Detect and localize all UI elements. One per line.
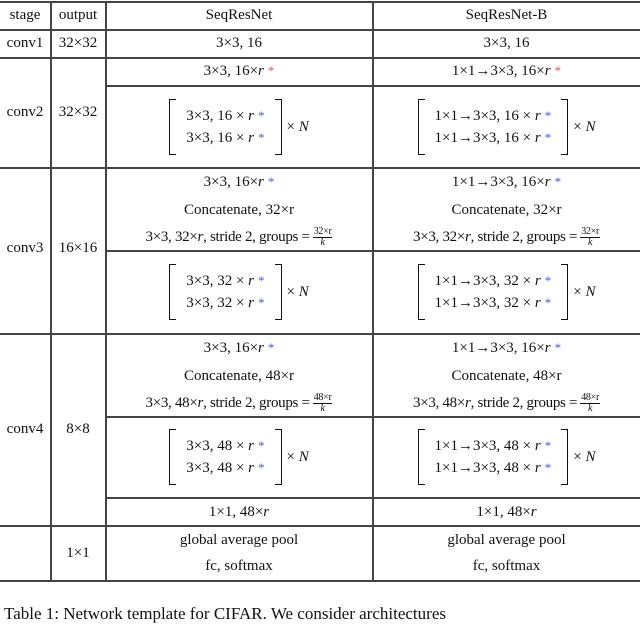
seqresnet-b-conv3-first	[373, 173, 640, 191]
layer-text: 1×1→3×3, 48 ×	[434, 438, 535, 454]
layer-text: 3×3, 32×	[413, 228, 466, 245]
seqresnet-head-pool: global average pool	[179, 532, 299, 548]
blue-asterisk-icon: *	[267, 340, 275, 355]
var-r: r	[258, 63, 264, 79]
var-n: N	[585, 283, 596, 300]
layer-text: 3×3, 32×	[145, 228, 198, 245]
groups-fraction	[580, 393, 600, 414]
var-r: r	[534, 295, 541, 311]
rule-bottom	[0, 580, 640, 582]
repeat-times: ×	[573, 283, 586, 300]
seqresnet-b-conv2-block	[373, 96, 640, 158]
output-head: 1×1	[66, 545, 90, 561]
right-bracket-icon	[275, 264, 282, 320]
seqresnet-conv3-block	[106, 260, 372, 324]
blue-asterisk-icon: *	[544, 108, 552, 123]
layer-text: 3×3, 48×	[145, 394, 198, 411]
seqresnet-conv3-concat: Concatenate, 32×r	[183, 202, 295, 218]
var-r: r	[534, 273, 541, 289]
var-r: r	[534, 130, 541, 146]
blue-asterisk-icon: *	[258, 438, 265, 453]
header-seqresnet-b: SeqResNet-B	[465, 7, 548, 23]
right-bracket-icon	[561, 429, 568, 485]
rule-conv1	[0, 57, 640, 59]
blue-asterisk-icon: *	[544, 273, 552, 288]
stage-conv2: conv2	[6, 104, 44, 120]
groups-fraction	[313, 393, 333, 414]
blue-asterisk-icon: *	[267, 174, 275, 189]
var-n: N	[298, 283, 309, 300]
blue-asterisk-icon: *	[544, 295, 552, 310]
layer-text: , stride 2, groups =	[203, 228, 310, 245]
right-bracket-icon	[561, 264, 568, 320]
repeat-times: ×	[573, 118, 586, 135]
layer-text: 1×1→3×3, 16×	[451, 63, 545, 79]
var-n: N	[585, 448, 596, 465]
seqresnet-conv4-first	[106, 339, 372, 357]
groups-fraction	[580, 227, 600, 248]
var-r: r	[530, 504, 537, 520]
left-bracket-icon	[169, 264, 176, 320]
seqresnet-conv2-first	[106, 62, 372, 80]
var-r: r	[248, 108, 255, 124]
output-conv2: 32×32	[58, 104, 98, 120]
repeat-times: ×	[286, 283, 299, 300]
layer-text: 3×3, 32 ×	[186, 273, 249, 289]
rule-conv2	[0, 167, 640, 169]
var-r: r	[248, 130, 255, 146]
blue-asterisk-icon: *	[544, 438, 552, 453]
fraction-denominator: k	[588, 403, 593, 414]
repeat-times: ×	[286, 448, 299, 465]
seqresnet-b-conv2-first	[373, 62, 640, 80]
layer-text: 3×3, 16 ×	[186, 130, 249, 146]
fraction-denominator: k	[588, 237, 593, 248]
fraction-numerator: 48×r	[581, 392, 599, 403]
blue-asterisk-icon: *	[544, 460, 552, 475]
layer-text: 3×3, 16×	[203, 63, 259, 79]
seqresnet-b-conv3-block	[373, 260, 640, 324]
vrule-stage	[50, 1, 52, 581]
layer-text: 3×3, 48×	[413, 394, 466, 411]
repeat-times: ×	[286, 118, 299, 135]
seqresnet-conv3-first	[106, 173, 372, 191]
var-r: r	[534, 108, 541, 124]
layer-text: 1×1→3×3, 48 ×	[434, 460, 535, 476]
seqresnet-conv3-transition	[106, 227, 372, 248]
layer-text: 3×3, 48 ×	[186, 438, 249, 454]
blue-asterisk-icon: *	[554, 174, 562, 189]
right-bracket-icon	[275, 429, 282, 485]
rule-conv4	[0, 525, 640, 527]
right-bracket-icon	[561, 99, 568, 155]
seqresnet-b-conv1: 3×3, 16	[483, 35, 530, 51]
fraction-denominator: k	[320, 237, 325, 248]
left-bracket-icon	[418, 99, 425, 155]
var-r: r	[534, 438, 541, 454]
seqresnet-conv1: 3×3, 16	[216, 35, 262, 51]
blue-asterisk-icon: *	[554, 340, 562, 355]
seqresnet-b-conv4-block	[373, 425, 640, 489]
var-r: r	[465, 394, 471, 411]
seqresnet-b-head-pool: global average pool	[447, 532, 566, 548]
layer-text: 1×1, 48×	[476, 504, 531, 520]
layer-text: 3×3, 48 ×	[186, 460, 249, 476]
rule-header	[0, 29, 640, 31]
var-n: N	[585, 118, 596, 135]
var-r: r	[465, 228, 471, 245]
layer-text: 1×1→3×3, 16 ×	[434, 108, 535, 124]
layer-text: 1×1→3×3, 32 ×	[434, 295, 535, 311]
seqresnet-b-conv4-concat: Concatenate, 48×r	[451, 368, 562, 384]
left-bracket-icon	[169, 429, 176, 485]
var-r: r	[534, 460, 541, 476]
layer-text: 3×3, 32 ×	[186, 295, 249, 311]
layer-text: , stride 2, groups =	[203, 394, 310, 411]
stage-conv3: conv3	[6, 240, 44, 256]
stage-conv1: conv1	[6, 35, 44, 51]
blue-asterisk-icon: *	[258, 130, 265, 145]
layer-text: 1×1→3×3, 16×	[451, 340, 545, 356]
seqresnet-conv4-concat: Concatenate, 48×r	[183, 368, 295, 384]
output-conv3: 16×16	[58, 240, 98, 256]
output-conv1: 32×32	[58, 35, 98, 51]
seqresnet-b-head-fc: fc, softmax	[472, 558, 541, 574]
var-r: r	[197, 228, 204, 245]
seqresnet-head-fc: fc, softmax	[205, 558, 273, 574]
fraction-numerator: 48×r	[313, 392, 332, 403]
seqresnet-conv2-block	[106, 96, 372, 158]
left-bracket-icon	[418, 264, 425, 320]
var-r: r	[248, 295, 255, 311]
layer-text: , stride 2, groups =	[470, 394, 578, 411]
fraction-numerator: 32×r	[313, 226, 332, 237]
red-asterisk-icon: *	[554, 63, 562, 78]
layer-text: 1×1→3×3, 16 ×	[434, 130, 535, 146]
blue-asterisk-icon: *	[258, 460, 265, 475]
layer-text: 3×3, 16×	[203, 174, 259, 190]
var-n: N	[298, 118, 309, 135]
layer-text: 1×1, 48×	[208, 504, 264, 520]
seqresnet-b-conv4-first	[373, 339, 640, 357]
red-asterisk-icon: *	[267, 63, 275, 78]
layer-text: 1×1→3×3, 32 ×	[434, 273, 535, 289]
fraction-numerator: 32×r	[581, 226, 599, 237]
seqresnet-b-conv4-transition	[373, 393, 640, 414]
var-r: r	[544, 63, 551, 79]
fraction-denominator: k	[320, 403, 325, 414]
layer-text: 3×3, 16×	[203, 340, 259, 356]
layer-text: , stride 2, groups =	[470, 228, 578, 245]
header-stage: stage	[9, 7, 41, 23]
seqresnet-conv4-block	[106, 425, 372, 489]
var-r: r	[544, 174, 551, 190]
seqresnet-conv4-final	[106, 503, 372, 521]
var-r: r	[248, 460, 255, 476]
var-r: r	[197, 394, 204, 411]
repeat-times: ×	[573, 448, 586, 465]
var-n: N	[298, 448, 309, 465]
left-bracket-icon	[418, 429, 425, 485]
header-output: output	[58, 7, 98, 23]
var-r: r	[258, 174, 264, 190]
seqresnet-b-conv3-transition	[373, 227, 640, 248]
seqresnet-conv4-transition	[106, 393, 372, 414]
blue-asterisk-icon: *	[544, 130, 552, 145]
table-caption: Table 1: Network template for CIFAR. We consider architectures	[4, 604, 446, 623]
var-r: r	[248, 438, 255, 454]
var-r: r	[248, 273, 255, 289]
var-r: r	[544, 340, 551, 356]
stage-conv4: conv4	[6, 421, 44, 437]
right-bracket-icon	[275, 99, 282, 155]
rule-conv3	[0, 333, 640, 335]
seqresnet-b-conv3-concat: Concatenate, 32×r	[451, 202, 562, 218]
var-r: r	[258, 340, 264, 356]
header-seqresnet: SeqResNet	[205, 7, 273, 23]
layer-text: 3×3, 16 ×	[186, 108, 249, 124]
blue-asterisk-icon: *	[258, 295, 265, 310]
var-r: r	[263, 504, 270, 520]
groups-fraction	[313, 227, 333, 248]
blue-asterisk-icon: *	[258, 108, 265, 123]
seqresnet-b-conv4-final	[373, 503, 640, 521]
layer-text: 1×1→3×3, 16×	[451, 174, 545, 190]
blue-asterisk-icon: *	[258, 273, 265, 288]
left-bracket-icon	[169, 99, 176, 155]
output-conv4: 8×8	[66, 421, 90, 437]
rule-top	[0, 1, 640, 3]
